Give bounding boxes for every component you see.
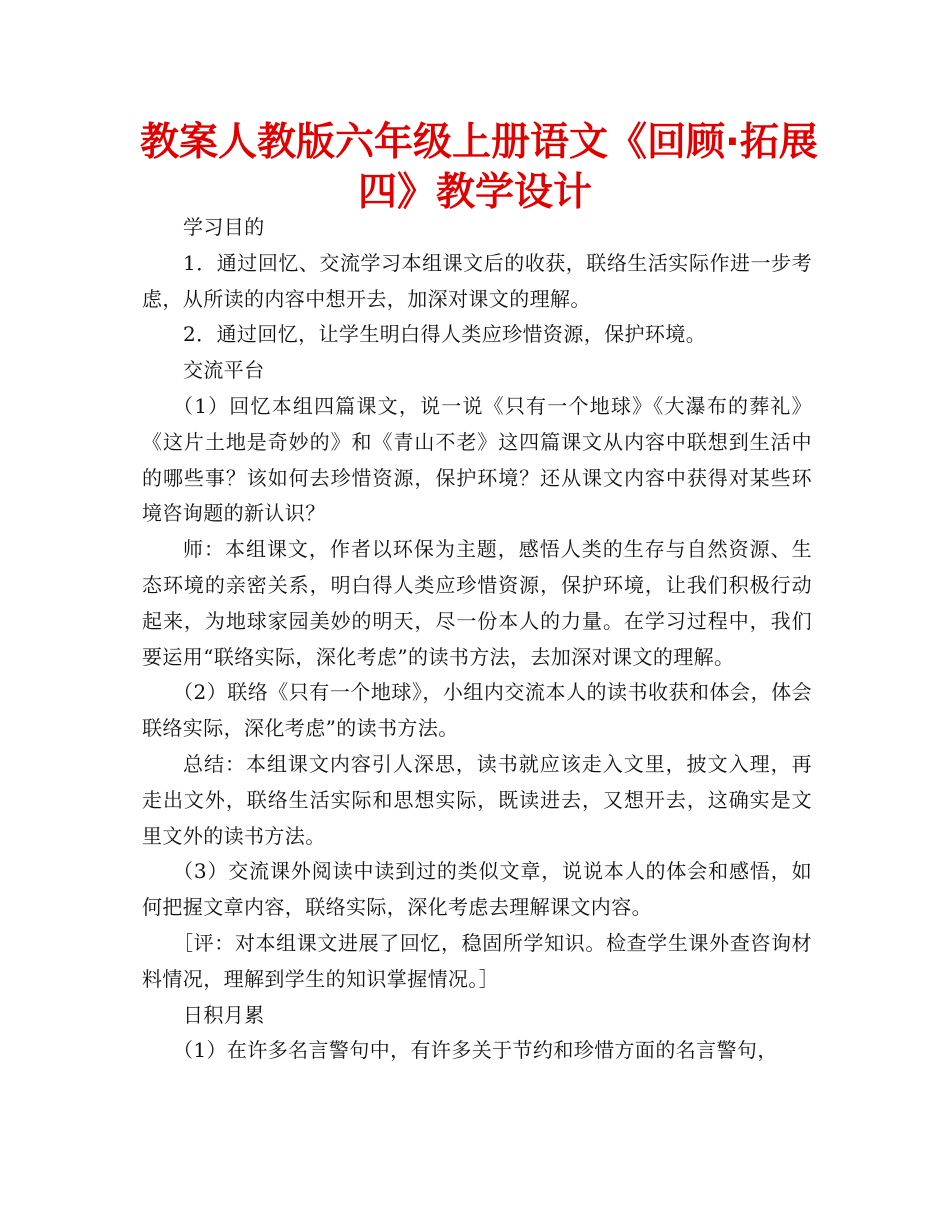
paragraph-exchange-3: （3）交流课外阅读中读到过的类似文章，说说本人的体会和感悟，如何把握文章内容，联络实际，深化考虑去理解课文内容。: [142, 859, 812, 920]
paragraph-exchange-1: （1）回忆本组四篇课文，说一说《只有一个地球》《大瀑布的葬礼》《这片土地是奇妙的》和《青山不老》这四篇课文从内容中联想到生活中的哪些事？该如何去珍惜资源，保护环境？还从课文内容中获得对某些环境咨询题的新认识？: [142, 393, 812, 526]
document-body: [142, 210, 812, 1069]
section-heading-accumulation: 日积月累: [183, 1002, 265, 1027]
section-heading-exchange: 交流平台: [183, 358, 265, 383]
paragraph-exchange-2: （2）联络《只有一个地球》，小组内交流本人的读书收获和体会，体会联络实际，深化考虑”的读书方法。: [142, 680, 812, 741]
paragraph-objective-1: 1．通过回忆、交流学习本组课文后的收获，联络生活实际作进一步考虑，从所读的内容中想开去，加深对课文的理解。: [142, 250, 812, 311]
paragraph-teacher: 师：本组课文，作者以环保为主题，感悟人类的生存与自然资源、生态环境的亲密关系，明白得人类应珍惜资源，保护环境，让我们积极行动起来，为地球家园美妙的明天，尽一份本人的力量。在学习过程中，我们要运用“联络实际，深化考虑”的读书方法，去加深对课文的理解。: [142, 537, 812, 669]
paragraph-comment: ［评：对本组课文进展了回忆，稳固所学知识。检查学生课外查咨询材料情况，理解到学生的知识掌握情况。］: [142, 930, 812, 991]
section-heading-objectives: 学习目的: [183, 215, 265, 239]
title-line-2: 四》教学设计: [357, 170, 592, 215]
document-title: [140, 118, 818, 218]
paragraph-accumulation-1: （1）在许多名言警句中，有许多关于节约和珍惜方面的名言警句，: [173, 1038, 778, 1063]
title-line-1: 教案人教版六年级上册语文《回顾·拓展: [140, 120, 818, 165]
paragraph-summary: 总结：本组课文内容引人深思，读书就应该走入文里，披文入理，再走出文外，联络生活实际和思想实际，既读进去，又想开去，这确实是文里文外的读书方法。: [142, 751, 812, 848]
paragraph-objective-2: 2．通过回忆，让学生明白得人类应珍惜资源，保护环境。: [183, 322, 707, 347]
